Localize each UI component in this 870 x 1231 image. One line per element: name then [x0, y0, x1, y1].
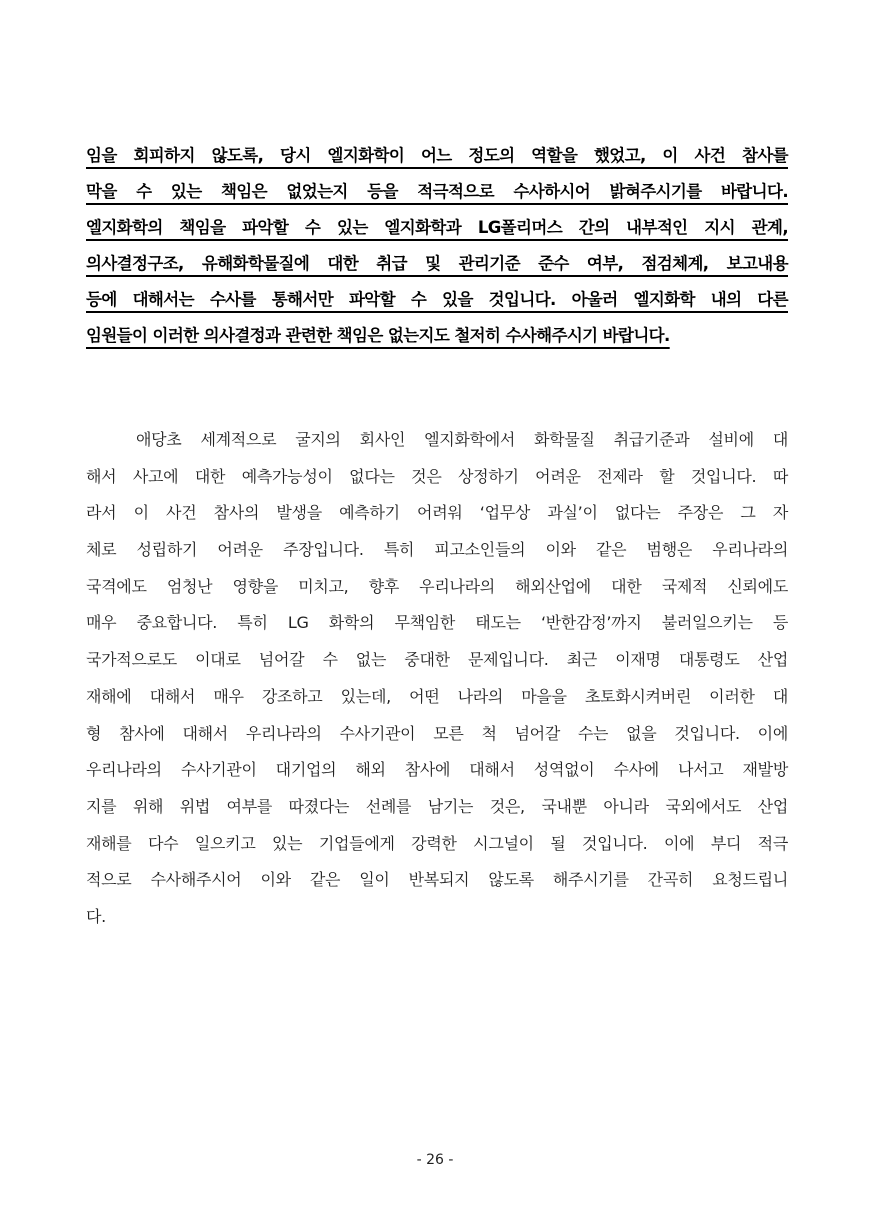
body-line: 애당초 세계적으로 굴지의 회사인 엘지화학에서 화학물질 취급기준과 설비에 대 [136, 430, 788, 449]
body-line: 지를 위해 위법 여부를 따졌다는 선례를 남기는 것은, 국내뿐 아니라 국외에서도 산업 [86, 796, 788, 816]
body-line: 체로 성립하기 어려운 주장입니다. 특히 피고소인들의 이와 같은 범행은 우리나라의 [86, 540, 788, 560]
body-line: 매우 중요합니다. 특히 LG 화학의 무책임한 태도는 ‘반한감정’까지 불러일으키는 등 [86, 613, 788, 633]
body-line: 재해에 대해서 매우 강조하고 있는데, 어떤 나라의 마을을 초토화시켜버린 이러한 대 [86, 686, 788, 706]
body-line: 국가적으로도 이대로 넘어갈 수 없는 중대한 문제입니다. 최근 이재명 대통령도 산업 [86, 650, 788, 670]
emphasized-line: 막을 수 있는 책임은 없었는지 등을 적극적으로 수사하시어 밝혀주시기를 바랍니다. [86, 182, 788, 201]
page-number: - 26 - [416, 1152, 454, 1168]
body-line: 다. [86, 906, 106, 926]
emphasized-line: 임원들이 이러한 의사결정과 관련한 책임은 없는지도 철저히 수사해주시기 바랍니다. [86, 326, 670, 345]
body-line: 우리나라의 수사기관이 대기업의 해외 참사에 대해서 성역없이 수사에 나서고 재발방 [86, 760, 788, 780]
body-line: 적으로 수사해주시어 이와 같은 일이 반복되지 않도록 해주시기를 간곡히 요청드립니 [86, 870, 788, 890]
body-line: 해서 사고에 대한 예측가능성이 없다는 것은 상정하기 어려운 전제라 할 것입니다. 따 [86, 466, 788, 486]
emphasized-line: 엘지화학의 책임을 파악할 수 있는 엘지화학과 LG폴리머스 간의 내부적인 지시 관계, [86, 218, 789, 237]
emphasized-paragraph [86, 138, 788, 354]
body-line: 재해를 다수 일으키고 있는 기업들에게 강력한 시그널이 될 것입니다. 이에 부디 적극 [86, 833, 788, 853]
emphasized-line: 의사결정구조, 유해화학물질에 대한 취급 및 관리기준 준수 여부, 점검체계, 보고내용 [86, 254, 788, 273]
emphasized-line: 등에 대해서는 수사를 통해서만 파악할 수 있을 것입니다. 아울러 엘지화학 내의 다른 [86, 290, 788, 309]
emphasized-line: 임을 회피하지 않도록, 당시 엘지화학이 어느 정도의 역할을 했었고, 이 사건 참사를 [86, 146, 788, 165]
body-line: 형 참사에 대해서 우리나라의 수사기관이 모른 척 넘어갈 수는 없을 것입니다. 이에 [86, 723, 788, 743]
body-line: 라서 이 사건 참사의 발생을 예측하기 어려워 ‘업무상 과실’이 없다는 주장은 그 자 [86, 503, 788, 523]
body-line: 국격에도 엄청난 영향을 미치고, 향후 우리나라의 해외산업에 대한 국제적 신뢰에도 [86, 576, 788, 596]
body-paragraph [86, 422, 788, 936]
